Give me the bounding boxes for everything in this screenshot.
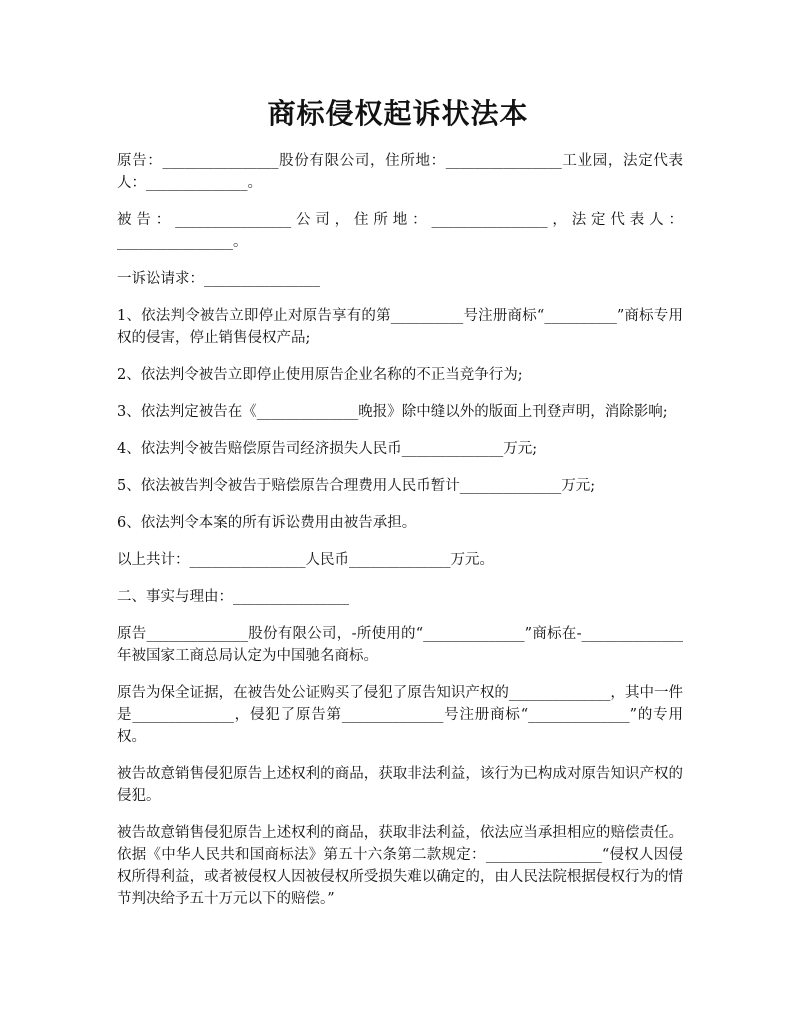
paragraph-facts-2: 原告为保全证据，在被告处公证购买了侵犯了原告知识产权的______________，其中一件是______________，侵犯了原告第______________号注册商标“______________”的专用权。 [117,685,683,745]
paragraph-claim-3: 3、依法判定被告在《______________晚报》除中缝以外的版面上刊登声明，消除影响; [117,404,668,420]
document-title: 商标侵权起诉状法本 [267,97,529,130]
document-body [117,150,683,925]
paragraph-claim-2: 2、依法判令被告立即停止使用原告企业名称的不正当竞争行为; [117,367,523,383]
paragraph-plaintiff: 原告：________________股份有限公司，住所地：________________工业园，法定代表人：______________。 [117,153,683,191]
paragraph-total: 以上共计：________________人民币______________万元。 [117,552,494,568]
paragraph-claim-5: 5、依法被告判令被告于赔偿原告合理费用人民币暂计______________万元; [117,478,596,494]
paragraph-defendant: 被告：________________公司，住所地：________________，法定代表人：________________。 [117,212,683,250]
paragraph-facts-3: 被告故意销售侵犯原告上述权利的商品，获取非法利益，该行为已构成对原告知识产权的侵犯。 [117,766,683,804]
paragraph-claim-1: 1、依法判令被告立即停止对原告享有的第__________号注册商标“__________”商标专用权的侵害，停止销售侵权产品; [117,308,683,346]
paragraph-facts-4: 被告故意销售侵犯原告上述权利的商品，获取非法利益，依法应当承担相应的赔偿责任。依据《中华人民共和国商标法》第五十六条第二款规定：________________“侵权人因侵权所得利益，或者被侵权人因被侵权所受损失难以确定的，由人民法院根据侵权行为的情节判决给予五十万元以下的赔偿。” [117,825,683,907]
paragraph-claims-heading: 一诉讼请求：________________ [117,271,320,287]
paragraph-claim-4: 4、依法判令被告赔偿原告司经济损失人民币______________万元; [117,441,538,457]
paragraph-facts-1: 原告______________股份有限公司，-所使用的“______________”商标在-______________年被国家工商总局认定为中国驰名商标。 [117,626,683,664]
paragraph-facts-heading: 二、事实与理由：________________ [117,589,349,605]
paragraph-claim-6: 6、依法判令本案的所有诉讼费用由被告承担。 [117,515,417,531]
